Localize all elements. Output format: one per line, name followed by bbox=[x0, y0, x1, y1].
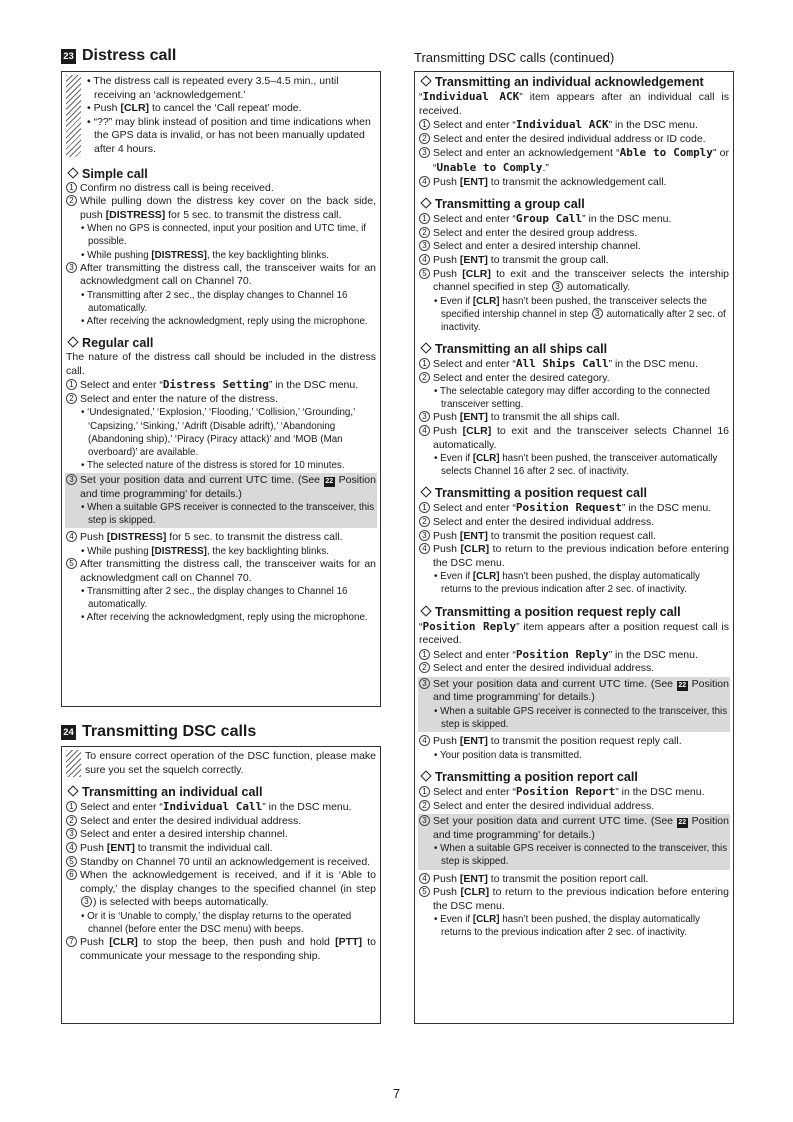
page-number: 7 bbox=[392, 1086, 401, 1101]
step: 1 Select and enter “Individual ACK” in the DSC menu. bbox=[419, 118, 729, 133]
sub-bullet: • While pushing [DISTRESS], the key backlighting blinks. bbox=[81, 545, 329, 557]
step: 3 Push [ENT] to transmit the all ships call. bbox=[419, 411, 729, 425]
dsc-calls-box bbox=[61, 746, 381, 1024]
step: 1 Select and enter “Group Call” in the DSC menu. bbox=[419, 212, 729, 227]
step: 3 After transmitting the distress call, the transceiver waits for an acknowledgment call on Channel 70. bbox=[66, 262, 376, 289]
section-title: Distress call bbox=[82, 47, 177, 64]
step: 2 While pulling down the distress key cover on the back side, push [DISTRESS] for 5 sec. to transmit the distress call. bbox=[66, 195, 376, 222]
diamond-icon bbox=[420, 770, 431, 781]
sub-bullet: • Even if [CLR] hasn’t been pushed, the display automatically returns to the previous indication after 2 sec. of inactivity. bbox=[434, 914, 700, 939]
section-ref-badge: 22 bbox=[678, 681, 687, 689]
step: 4 Push [ENT] to transmit the group call. bbox=[419, 254, 729, 268]
sub-bullet: • When no GPS is connected, input your position and UTC time, if possible. bbox=[81, 223, 366, 248]
sub-bullet: • Transmitting after 2 sec., the display changes to Channel 16 automatically. bbox=[81, 289, 348, 314]
step: 1 Select and enter “All Ships Call” in the DSC menu. bbox=[419, 357, 729, 372]
sub-bullet: • Your position data is transmitted. bbox=[434, 749, 582, 761]
position-reply-intro: “Position Reply” item appears after a position request call is received. bbox=[419, 619, 729, 647]
step: 5 Standby on Channel 70 until an acknowledgement is received. bbox=[66, 856, 376, 870]
lcd-menu-item: Position Request bbox=[515, 501, 622, 515]
step: 4 Push [ENT] to transmit the acknowledgement call. bbox=[419, 176, 729, 190]
section-ref-badge: 22 bbox=[325, 477, 334, 485]
step: 4 Push [ENT] to transmit the position request reply call. bbox=[419, 735, 729, 749]
note-item: • “??” may blink instead of position and time indications when the GPS data is invalid, or has not been manually updated after 4 hours. bbox=[87, 115, 371, 155]
step: 1 Select and enter “Position Reply” in the DSC menu. bbox=[419, 648, 729, 663]
step: 4 Push [CLR] to exit and the transceiver selects Channel 16 automatically. bbox=[419, 425, 729, 452]
step: 1 Confirm no distress call is being received. bbox=[66, 182, 376, 196]
step: 1 Select and enter “Individual Call” in the DSC menu. bbox=[66, 800, 376, 815]
note-hatch-icon bbox=[66, 750, 81, 777]
step: 2 Select and enter the desired group address. bbox=[419, 227, 729, 241]
step: 5 Push [CLR] to exit and the transceiver selects the intership channel specified in step 3 automatically. bbox=[419, 268, 729, 295]
continued-heading: Transmitting DSC calls (continued) bbox=[414, 50, 615, 65]
individual-call-heading: Transmitting an individual call bbox=[66, 785, 376, 800]
step: 2 Select and enter the desired individual address. bbox=[66, 815, 376, 829]
diamond-icon bbox=[67, 786, 78, 797]
all-ships-heading: Transmitting an all ships call bbox=[419, 342, 729, 357]
step: 4 Push [DISTRESS] for 5 sec. to transmit the distress call. bbox=[66, 531, 376, 545]
sub-bullet: • ‘Undesignated,’ ‘Explosion,’ ‘Flooding,’ ‘Collision,’ ‘Grounding,’ ‘Capsizing,’ ‘Sinking,’ ‘Adrift (Disable adrift),’ ‘Abandoning (Abandoning ship),’ ‘Piracy (Piracy attack)’ and ‘MOB (Man overboard)’ are available. bbox=[81, 407, 355, 458]
section-24-heading bbox=[61, 723, 256, 741]
optional-step-shaded: 3 Set your position data and current UTC time. (See 22 Position and time programming’ for details.) • When a suitable GPS receiver is connected to the transceiver, this step is skipped. bbox=[418, 677, 730, 732]
simple-call-heading: Simple call bbox=[66, 167, 376, 182]
diamond-icon bbox=[420, 487, 431, 498]
regular-call-heading: Regular call bbox=[66, 336, 376, 351]
step: 2 Select and enter the desired individual address. bbox=[419, 662, 729, 676]
step: 4 Push [ENT] to transmit the position report call. bbox=[419, 873, 729, 887]
optional-step-shaded: 3 Set your position data and current UTC time. (See 22 Position and time programming’ for details.) • When a suitable GPS receiver is connected to the transceiver, this step is skipped. bbox=[418, 814, 730, 869]
optional-step-shaded: 3 Set your position data and current UTC time. (See 22 Position and time programming’ for details.) • When a suitable GPS receiver is connected to the transceiver, this step is skipped. bbox=[65, 473, 377, 528]
note-item: • Push [CLR] to cancel the ‘Call repeat’ mode. bbox=[87, 102, 302, 115]
sub-bullet: • Or it is ‘Unable to comply,’ the display returns to the operated channel (before enter the DSC menu) with beeps. bbox=[81, 910, 352, 936]
section-number-badge: 24 bbox=[61, 725, 76, 740]
section-title: Transmitting DSC calls bbox=[82, 723, 257, 740]
diamond-icon bbox=[420, 197, 431, 208]
step: 1 Select and enter “Position Report” in the DSC menu. bbox=[419, 785, 729, 800]
sub-bullet: • Even if [CLR] hasn’t been pushed, the transceiver automatically selects Channel 16 after 2 sec. of inactivity. bbox=[434, 453, 718, 478]
step: 3 Select and enter an acknowledgement “Able to Comply” or “Unable to Comply.” bbox=[419, 146, 729, 175]
lcd-menu-item: Position Reply bbox=[515, 647, 609, 661]
sub-bullet: • While pushing [DISTRESS], the key backlighting blinks. bbox=[81, 249, 329, 261]
diamond-icon bbox=[420, 75, 431, 86]
position-reply-heading: Transmitting a position request reply call bbox=[419, 605, 729, 620]
position-request-heading: Transmitting a position request call bbox=[419, 486, 729, 501]
step: 3 Select and enter a desired intership channel. bbox=[419, 240, 729, 254]
ack-heading: Transmitting an individual acknowledgement bbox=[419, 75, 729, 90]
note-item: • The distress call is repeated every 3.5–4.5 min., until receiving an ‘acknowledgement.’ bbox=[87, 75, 339, 101]
step: 1 Select and enter “Distress Setting” in the DSC menu. bbox=[66, 378, 376, 393]
sub-bullet: • The selected nature of the distress is stored for 10 minutes. bbox=[81, 459, 345, 471]
note-block: To ensure correct operation of the DSC function, please make sure you set the squelch correctly. bbox=[66, 750, 376, 777]
lcd-menu-item: Position Reply bbox=[422, 619, 517, 633]
step: 2 Select and enter the desired individual address. bbox=[419, 516, 729, 530]
diamond-icon bbox=[67, 336, 78, 347]
note-hatch-icon bbox=[66, 75, 81, 157]
group-call-heading: Transmitting a group call bbox=[419, 197, 729, 212]
distress-call-box bbox=[61, 71, 381, 707]
step: 3 Select and enter a desired intership channel. bbox=[66, 828, 376, 842]
section-ref-badge: 22 bbox=[678, 819, 687, 827]
step: 2 Select and enter the desired individual address. bbox=[419, 800, 729, 814]
step: 2 Select and enter the desired category. bbox=[419, 372, 729, 386]
step: 5 After transmitting the distress call, the transceiver waits for an acknowledgment call on Channel 70. bbox=[66, 558, 376, 585]
diamond-icon bbox=[420, 605, 431, 616]
lcd-menu-item: Unable to Comply bbox=[436, 160, 543, 174]
dsc-calls-continued-box bbox=[414, 71, 734, 1024]
lcd-menu-item: Able to Comply bbox=[619, 146, 713, 160]
note-block bbox=[66, 75, 376, 157]
lcd-menu-item: Distress Setting bbox=[162, 378, 269, 392]
step: 4 Push [ENT] to transmit the individual call. bbox=[66, 842, 376, 856]
step: 6 When the acknowledgement is received, and if it is ‘Able to comply,’ the display changes to the specified channel (in step 3 ) is selected with beeps automatically. bbox=[66, 869, 376, 910]
step: 1 Select and enter “Position Request” in the DSC menu. bbox=[419, 501, 729, 516]
sub-bullet: • After receiving the acknowledgment, reply using the microphone. bbox=[81, 612, 368, 624]
sub-bullet: • The selectable category may differ according to the connected transceiver setting. bbox=[434, 386, 710, 411]
step: 2 Select and enter the desired individual address or ID code. bbox=[419, 133, 729, 147]
ack-intro: “Individual ACK” item appears after an individual call is received. bbox=[419, 90, 729, 117]
position-report-heading: Transmitting a position report call bbox=[419, 770, 729, 785]
step: 3 Push [ENT] to transmit the position request call. bbox=[419, 530, 729, 544]
lcd-menu-item: Individual ACK bbox=[422, 90, 520, 103]
diamond-icon bbox=[67, 167, 78, 178]
lcd-menu-item: All Ships Call bbox=[515, 357, 609, 370]
step: 5 Push [CLR] to return to the previous indication before entering the DSC menu. bbox=[419, 886, 729, 913]
regular-call-intro: The nature of the distress call should be included in the distress call. bbox=[66, 351, 376, 377]
section-23-heading bbox=[61, 47, 176, 65]
sub-bullet: • Even if [CLR] hasn’t been pushed, the display automatically returns to the previous indication after 2 sec. of inactivity. bbox=[434, 571, 700, 596]
step: 7 Push [CLR] to stop the beep, then push and hold [PTT] to communicate your message to the responding ship. bbox=[66, 936, 376, 963]
lcd-menu-item: Individual Call bbox=[162, 800, 263, 814]
lcd-menu-item: Position Report bbox=[515, 784, 616, 798]
lcd-menu-item: Individual ACK bbox=[515, 118, 609, 132]
lcd-menu-item: Group Call bbox=[515, 212, 583, 226]
sub-bullet: • Even if [CLR] hasn’t been pushed, the transceiver selects the specified intership channel in step 3 automatically after 2 sec. of inactivity. bbox=[434, 295, 726, 333]
step: 4 Push [CLR] to return to the previous indication before entering the DSC menu. bbox=[419, 543, 729, 570]
sub-bullet: • Transmitting after 2 sec., the display changes to Channel 16 automatically. bbox=[81, 586, 348, 611]
diamond-icon bbox=[420, 342, 431, 353]
section-number-badge: 23 bbox=[61, 49, 76, 64]
step: 2 Select and enter the nature of the distress. bbox=[66, 393, 376, 407]
sub-bullet: • After receiving the acknowledgment, reply using the microphone. bbox=[81, 316, 368, 327]
